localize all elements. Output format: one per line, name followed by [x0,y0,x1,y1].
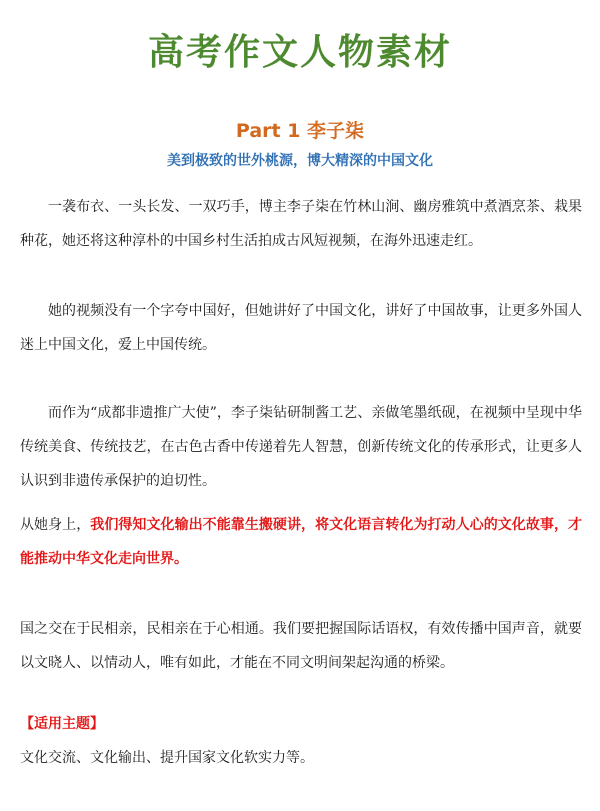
paragraph-5: 国之交在于民相亲，民相亲在于心相通。我们要把握国际话语权，有效传播中国声音，就要以文晓人、以情动人，唯有如此，才能在不同文明间架起沟通的桥梁。 [20,621,582,671]
paragraph-4-prefix: 从她身上， [20,517,91,533]
subtitle: 美到极致的世外桃源，博大精深的中国文化 [167,153,433,169]
page-title: 高考作文人物素材 [147,32,452,73]
paragraph-4-highlight: 我们得知文化输出不能靠生搬硬讲，将文化语言转化为打动人心的文化故事，才能推动中华文化走向世界。 [20,517,583,567]
paragraph-1: 一袭布衣、一头长发、一双巧手，博主李子柒在竹林山涧、幽房雅筑中煮酒烹茶、栽果种花，她还将这种淳朴的中国乡村生活拍成古风短视频，在海外迅速走红。 [20,199,582,249]
part-title: Part 1 李子柒 [235,120,365,142]
paragraph-3: 而作为“成都非遗推广大使”，李子柒钻研制酱工艺、亲做笔墨纸砚，在视频中呈现中华传统美食、传统技艺，在古色古香中传递着先人智慧，创新传统文化的传承形式，让更多人认识到非遗传承保护的迫切性。 [20,405,582,489]
theme-text: 文化交流、文化输出、提升国家文化软实力等。 [20,750,314,766]
paragraph-4 [20,508,582,576]
paragraph-2: 她的视频没有一个字夸中国好，但她讲好了中国文化，讲好了中国故事，让更多外国人迷上中国文化，爱上中国传统。 [20,303,582,353]
theme-label: 【适用主题】 [20,716,104,732]
